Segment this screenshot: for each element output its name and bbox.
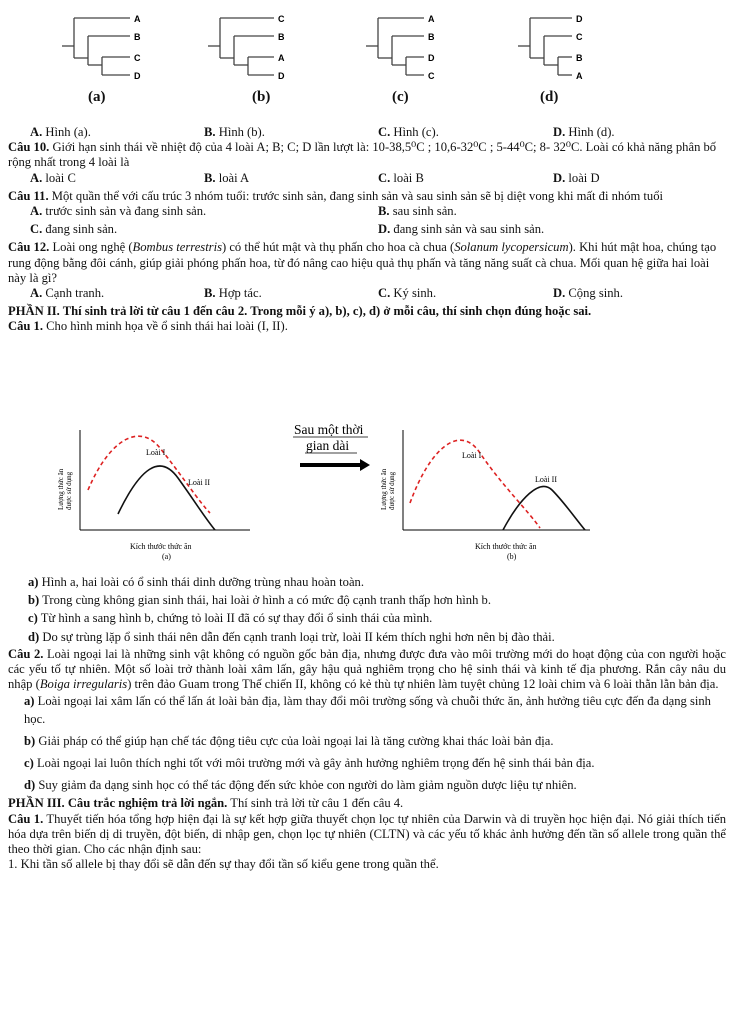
tree-leaf-label: B	[576, 53, 583, 63]
tree-leaf-label: C	[134, 53, 141, 63]
phylogenetic-trees	[0, 0, 734, 112]
tree-leaf-label: C	[428, 71, 435, 81]
tree-2	[366, 14, 435, 81]
p2q2-item-d: d) Suy giảm đa dạng sinh học có thể tác động đến sức khỏe con người do làm giảm nguồn dược liệu tự nhiên.	[24, 778, 577, 793]
question-12: Câu 12. Loài ong nghệ (Bombus terrestris) có thể hút mật và thụ phấn cho hoa cà chua (Solanum lycopersicum). Khi hút mật hoa, chúng tạo rung động bằng đôi cánh, giúp giải phóng phấn hoa, từ đó nâng cao hiệu quả thụ phấn và tăng năng suất cà chua. Mối quan hệ giữa hai loài này là gì?	[8, 240, 717, 285]
tree-label-b: (b)	[252, 89, 271, 105]
tree-leaf-label: A	[278, 53, 285, 63]
p2q1-item-d: d) Do sự trùng lặp ổ sinh thái nên dẫn đến cạnh tranh loại trừ, loài II kém thích nghi hơn nên bị đào thải.	[28, 629, 555, 644]
tree-leaf-label: A	[134, 14, 141, 24]
p3q1-statement-1: 1. Khi tần số allele bị thay đổi sẽ dẫn đến sự thay đổi tần số kiểu gene trong quần thể.	[8, 857, 439, 872]
p2q1-item-a: a) Hình a, hai loài có ổ sinh thái dinh dưỡng trùng nhau hoàn toàn.	[28, 575, 364, 589]
p2q2-item-b: b) Giải pháp có thể giúp hạn chế tác động tiêu cực của loài ngoại lai là tăng cường khai thác loài bản địa.	[24, 734, 554, 749]
q11-options-cd: C. đang sinh sản. D. đang sinh sản và sau sinh sản.	[30, 222, 545, 237]
chart-a-label-species-ii: Loài II	[188, 478, 210, 487]
p2-question-1: Câu 1. Cho hình minh họa về ổ sinh thái hai loài (I, II).	[8, 319, 288, 334]
tree-leaf-label: B	[428, 32, 435, 42]
chart-b	[380, 430, 590, 561]
tree-leaf-label: C	[278, 14, 285, 24]
part2-title: PHẦN II. Thí sinh trả lời từ câu 1 đến câu 2. Trong mỗi ý a), b), c), d) ở mỗi câu, thí sinh chọn đúng hoặc sai.	[8, 304, 592, 319]
tree-label-a: (a)	[88, 89, 106, 105]
arrow-text-1: Sau một thời	[294, 422, 364, 437]
p2q2-item-c: c) Loài ngoại lai luôn thích nghi tốt với môi trường mới và gây ảnh hưởng nghiêm trọng đến hệ sinh thái bản địa.	[24, 756, 595, 771]
chart-a-xlabel: Kích thước thức ăn	[130, 542, 192, 551]
arrow-text-2: gian dài	[306, 438, 350, 453]
tree-leaf-label: A	[576, 71, 583, 81]
p2q1-item-b: b) Trong cùng không gian sinh thái, hai loài ở hình a có mức độ cạnh tranh thấp hơn hình b.	[28, 593, 491, 608]
tree-leaf-label: C	[576, 32, 583, 42]
chart-b-label-species-ii: Loài II	[535, 475, 557, 484]
tree-leaf-label: D	[428, 53, 435, 63]
chart-a-label-species-i: Loài I	[146, 448, 166, 457]
p2q2-item-a: a) Loài ngoại lai xâm lấn có thể lấn át loài bản địa, làm thay đổi môi trường sống và chuỗi thức ăn, ảnh hưởng tiêu cực đến đa dạng sinh học.	[24, 694, 711, 727]
p3-question-1: Câu 1. Thuyết tiến hóa tổng hợp hiện đại là sự kết hợp giữa thuyết chọn lọc tự nhiên của Darwin và di truyền học hiện đại. Nó giải thích tiến hóa dựa trên biến dị di truyền, đột biến, di nhập gen, chọn lọc tự nhiên (CLTN) và các yếu tố khác ảnh hưởng đến tần số allele trong quần thể theo thời gian. Cho các nhận định sau:	[8, 811, 726, 857]
tree-label-c: (c)	[392, 89, 409, 105]
chart-b-species-ii-curve	[503, 486, 585, 530]
tree-leaf-label: B	[278, 32, 285, 42]
q10-options: A. loài C B. loài A C. loài B D. loài D	[30, 170, 600, 185]
p2-question-2: Câu 2. Loài ngoại lai là những sinh vật không có nguồn gốc bản địa, nhưng được đưa vào môi trường mới do hoạt động của con người hoặc các yếu tố tự nhiên. Một số loài trở thành loài xâm lấn, gây hậu quả nghiêm trọng cho hệ sinh thái và kinh tế địa phương. Rắn cây nâu du nhập (Boiga irregularis) trên đảo Guam trong Thế chiến II, không có kẻ thù tự nhiên làm tuyệt chủng 12 loài chim và 6 loài thằn lằn bản địa.	[8, 646, 726, 692]
chart-a	[57, 430, 250, 561]
chart-a-ylabel-1: Lượng thức ăn	[57, 468, 65, 510]
chart-b-xlabel: Kích thước thức ăn	[475, 542, 537, 551]
tree-leaf-label: D	[576, 14, 583, 24]
tree-3	[518, 14, 583, 81]
q9-options: A. Hình (a). B. Hình (b). C. Hình (c). D. Hình (d).	[30, 125, 615, 139]
question-11: Câu 11. Một quần thể với cấu trúc 3 nhóm tuổi: trước sinh sản, đang sinh sản và sau sinh sản sẽ bị diệt vong khi mất đi nhóm tuổi	[8, 188, 664, 203]
part3-title: PHẦN III. Câu trắc nghiệm trả lời ngắn. Thí sinh trả lời từ câu 1 đến câu 4.	[8, 796, 404, 811]
chart-b-ylabel-1: Lượng thức ăn	[380, 468, 388, 510]
tree-leaf-label: A	[428, 14, 435, 24]
chart-b-ylabel-2: được sử dụng	[388, 471, 396, 510]
tree-leaf-label: B	[134, 32, 141, 42]
questions-part2	[8, 575, 726, 872]
tree-leaf-label: D	[134, 71, 141, 81]
chart-b-label-species-i: Loài I	[462, 451, 482, 460]
chart-a-species-ii-curve	[118, 466, 215, 530]
tree-leaf-label: D	[278, 71, 285, 81]
chart-b-caption: (b)	[507, 552, 517, 561]
tree-0	[62, 14, 141, 81]
q12-options: A. Cạnh tranh. B. Hợp tác. C. Ký sinh. D. Cộng sinh.	[30, 285, 623, 300]
tree-1	[208, 14, 285, 81]
arrow-transition	[293, 422, 370, 471]
question-10: Câu 10. Giới hạn sinh thái về nhiệt độ của 4 loài A; B; C; D lần lượt là: 10-38,5⁰C ; 10,6-32⁰C ; 5-44⁰C; 8- 32⁰C. Loài có khả năng phân bố rộng nhất trong 4 loài là	[8, 140, 717, 170]
p2q1-item-c: c) Từ hình a sang hình b, chứng tỏ loài II đã có sự thay đổi ổ sinh thái của mình.	[28, 611, 433, 626]
chart-a-caption: (a)	[162, 552, 171, 561]
chart-a-ylabel-2: được sử dụng	[65, 471, 73, 510]
tree-label-d: (d)	[540, 89, 559, 105]
niche-figure	[0, 418, 734, 570]
q11-options-ab: A. trước sinh sản và đang sinh sản. B. sau sinh sản.	[30, 203, 457, 218]
questions-part1	[8, 125, 726, 335]
